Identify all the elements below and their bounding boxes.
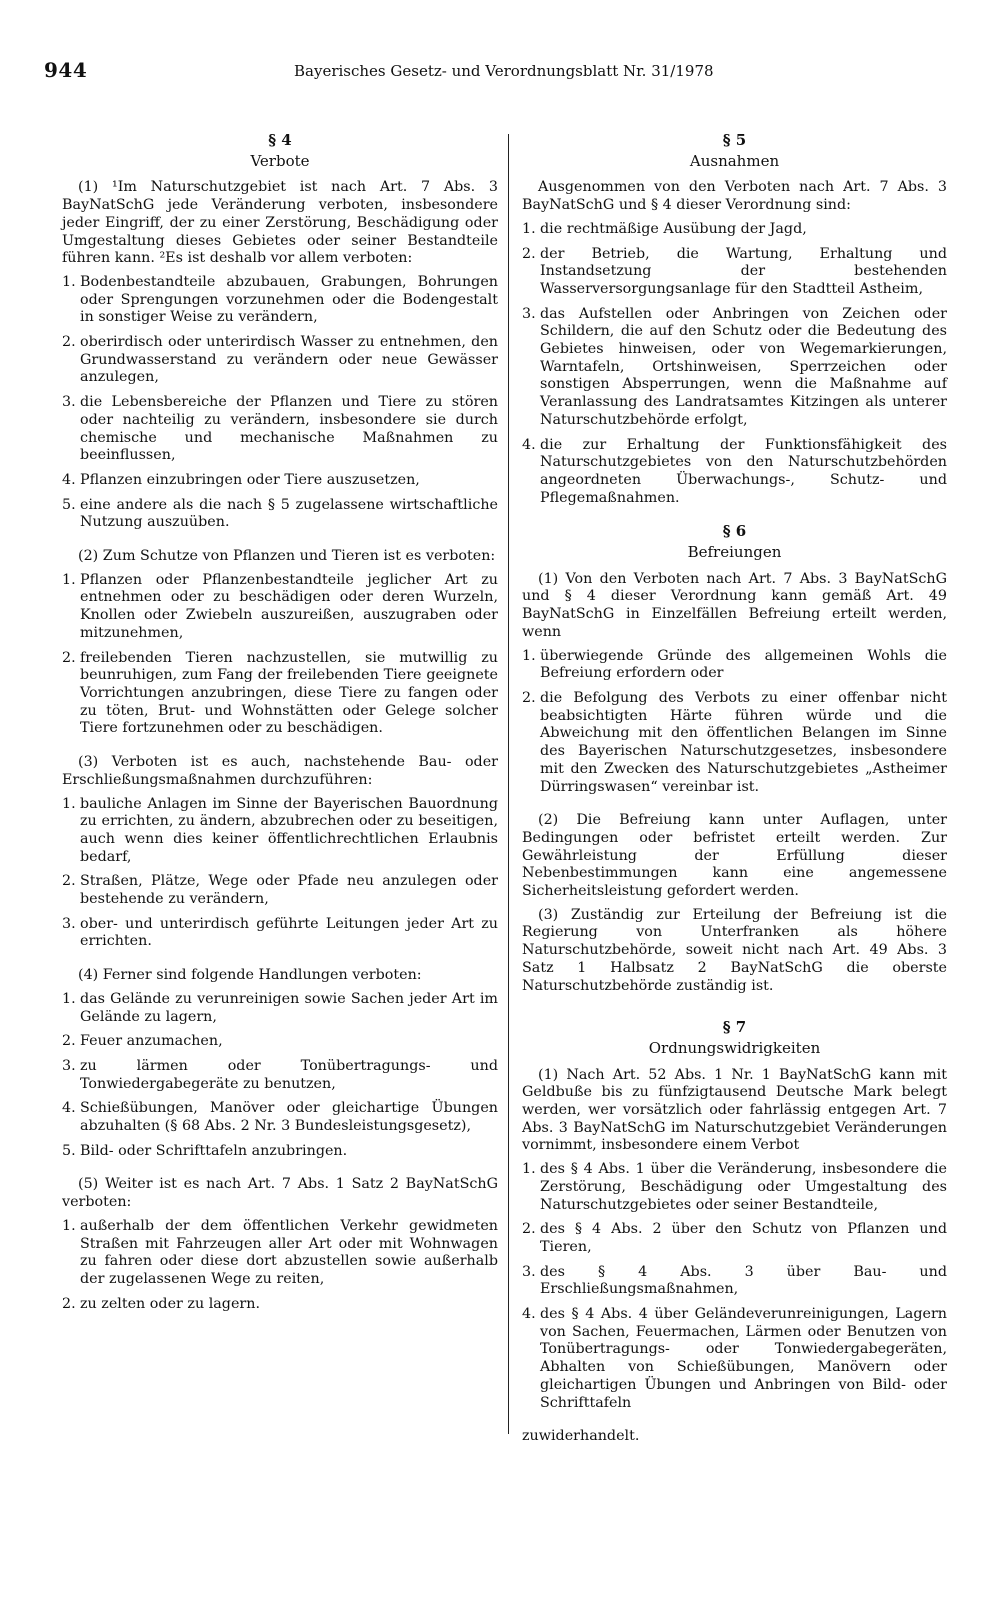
list-item [62,472,498,490]
list-item-text: bauliche Anlagen im Sinne der Bayerischen Bauordnung zu errichten, zu ändern, abzubrechen oder zu beseitigen, auch wenn dies keiner öffentlichrechtlichen Erlaubnis bedarf, [80,795,498,865]
section-7-title: Ordnungswidrigkeiten [648,1038,821,1057]
list-item [522,221,947,239]
list-item-number: 4. [62,471,76,488]
section-7-closing: zuwiderhandelt. [522,1428,640,1445]
list-item-number: 5. [62,496,76,513]
list-item [62,650,498,739]
list-item-text: des § 4 Abs. 1 über die Veränderung, insbesondere die Zerstörung, Beschädigung oder Umgestaltung des Naturschutzgebietes oder seiner Bestandteile, [540,1161,947,1213]
list-item-number: 1. [522,1161,536,1178]
list-item-number: 1. [62,990,76,1007]
list-item-number: 3. [62,394,76,411]
list-item-number: 4. [62,1100,76,1117]
list-item-text: die Befolgung des Verbots zu einer offenbar nicht beabsichtigten Härte führen würde und die Abweichung mit den öffentlichen Belangen im Sinne des Bayerischen Naturschutzgesetzes, insbesondere mit den Zwecken des Naturschutzgebietes „Astheimer Dürringswasen“ vereinbar ist. [540,689,947,795]
list-item [62,1218,498,1289]
list-item [62,1143,498,1161]
section-5-number: § 5 [722,131,747,149]
list-item-text: des § 4 Abs. 3 über Bau- und Erschließungsmaßnahmen, [540,1263,947,1298]
list-item-text: zu lärmen oder Tonübertragungs- und Tonwiedergabegeräte zu benutzen, [80,1057,498,1092]
list-item-text: Bild- oder Schrifttafeln anzubringen. [80,1142,348,1159]
list-item [62,1033,498,1051]
list-item-text: die zur Erhaltung der Funktionsfähigkeit des Naturschutzgebietes von den Naturschutzbehörden angeordneten Überwachungs-, Schutz- und Pflegemaßnahmen. [540,436,947,506]
list-item [522,1264,947,1299]
list-item-number: 1. [522,647,536,664]
list-item-number: 1. [522,220,536,237]
column-divider [508,134,509,1434]
page-number: 944 [44,58,88,82]
list-item [522,246,947,299]
list-item-text: das Gelände zu verunreinigen sowie Sachen jeder Art im Gelände zu lagern, [80,990,498,1025]
list-item-number: 5. [62,1142,76,1159]
list-item [62,1100,498,1135]
list-item-text: freilebenden Tieren nachzustellen, sie mutwillig zu beunruhigen, zum Fang der freilebenden Tiere geeignete Vorrichtungen anzubringen, diese Tiere zu fangen oder zu töten, Brut- und Wohnstätten oder Gelege solcher Tiere fortzunehmen oder zu beschädigen. [80,649,498,737]
list-item-number: 2. [62,1295,76,1312]
list-item-text: oberirdisch oder unterirdisch Wasser zu entnehmen, den Grundwasserstand zu verändern oder neue Gewässer anzulegen, [80,334,498,386]
list-item-text: Straßen, Plätze, Wege oder Pfade neu anzulegen oder bestehende zu verändern, [80,873,498,908]
list-item-text: eine andere als die nach § 5 zugelassene wirtschaftliche Nutzung auszuüben. [80,496,498,531]
list-item-number: 2. [62,649,76,666]
section-4-paragraph-4: (4) Ferner sind folgende Handlungen verboten: [78,967,422,984]
list-item-text: der Betrieb, die Wartung, Erhaltung und Instandsetzung der bestehenden Wasserversorgungsanlage für den Stadtteil Astheim, [540,245,947,297]
section-4-paragraph-5: (5) Weiter ist es nach Art. 7 Abs. 1 Satz 2 BayNatSchG verboten: [62,1176,498,1211]
list-item-text: die rechtmäßige Ausübung der Jagd, [540,220,807,237]
list-item [522,1161,947,1214]
section-7-list [522,1161,947,1412]
list-item-number: 1. [62,273,76,290]
section-4-number: § 4 [268,131,292,149]
list-item-text: überwiegende Gründe des allgemeinen Wohls die Befreiung erfordern oder [540,647,947,682]
list-item-number: 3. [522,305,536,322]
list-item [522,306,947,430]
section-5-list [522,221,947,508]
list-item-number: 1. [62,571,76,588]
list-item-number: 2. [62,873,76,890]
list-item [522,1306,947,1412]
section-6-paragraph-2: (2) Die Befreiung kann unter Auflagen, unter Bedingungen oder befristet erteilt werden. Zur Gewährleistung der Erfüllung dieser Nebenbestimmungen kann eine angemessene Sicherheitsleistung gefordert werden. [522,812,947,900]
section-4-list-4 [62,991,498,1161]
list-item-text: Feuer anzumachen, [80,1033,223,1050]
list-item [62,497,498,532]
section-6-paragraph-3: (3) Zuständig zur Erteilung der Befreiung ist die Regierung von Unterfranken als höhere Naturschutzbehörde, soweit nicht nach Art. 49 Abs. 3 Satz 1 Halbsatz 2 BayNatSchG die oberste Naturschutzbehörde zuständig ist. [522,906,947,994]
section-6-number: § 6 [722,522,747,541]
list-item [62,274,498,327]
section-6-title: Befreiungen [687,543,782,562]
section-4-title: Verbote [250,151,310,170]
list-item [62,916,498,951]
list-item [522,648,947,683]
section-5-intro: Ausgenommen von den Verboten nach Art. 7 Abs. 3 BayNatSchG und § 4 dieser Verordnung sind: [522,179,947,214]
list-item-text: zu zelten oder zu lagern. [80,1295,260,1312]
list-item [62,394,498,465]
list-item-text: Schießübungen, Manöver oder gleichartige Übungen abzuhalten (§ 68 Abs. 2 Nr. 3 Bundesleistungsgesetz), [80,1100,498,1135]
list-item [62,991,498,1026]
list-item-text: außerhalb der dem öffentlichen Verkehr gewidmeten Straßen mit Fahrzeugen aller Art oder mit Wohnwagen zu fahren oder diese dort abzustellen sowie außerhalb der zugelassenen Wege zu reiten, [80,1217,498,1287]
section-6-paragraph-1: (1) Von den Verboten nach Art. 7 Abs. 3 BayNatSchG und § 4 dieser Verordnung kann gemäß Art. 49 BayNatSchG in Einzelfällen Befreiung erteilt werden, wenn [522,570,947,640]
list-item-text: die Lebensbereiche der Pflanzen und Tiere zu stören oder nachteilig zu verändern, insbesondere sie durch chemische und mechanische Maßnahmen zu beeinflussen, [80,394,498,464]
section-4-list-2 [62,572,498,738]
list-item-number: 4. [522,436,536,453]
section-4-paragraph-3: (3) Verboten ist es auch, nachstehende Bau- oder Erschließungsmaßnahmen durchzuführen: [62,754,498,788]
section-4-list-5 [62,1218,498,1314]
list-item [62,334,498,387]
section-7-number: § 7 [722,1018,747,1037]
list-item-number: 1. [62,795,76,812]
spacer [522,1001,947,1015]
list-item [62,1058,498,1093]
list-item [62,796,498,867]
list-item [62,873,498,908]
list-item [62,572,498,643]
list-item-number: 2. [62,1033,76,1050]
gazette-title: Bayerisches Gesetz- und Verordnungsblatt Nr. 31/1978 [294,62,714,80]
list-item [522,690,947,796]
list-item-number: 3. [522,1263,536,1280]
list-item-number: 1. [62,1217,76,1234]
section-7-paragraph-1: (1) Nach Art. 52 Abs. 1 Nr. 1 BayNatSchG kann mit Geldbuße bis zu fünfzigtausend Deutsche Mark belegt werden, wer vorsätzlich oder fahrlässig entgegen Art. 7 Abs. 3 BayNatSchG im Naturschutzgebiet Veränderungen vornimmt, insbesondere einem Verbot [522,1066,947,1154]
list-item-number: 2. [522,245,536,262]
list-item-number: 4. [522,1306,536,1323]
list-item-number: 3. [62,915,76,932]
list-item-text: des § 4 Abs. 4 über Geländeverunreinigungen, Lagern von Sachen, Feuermachen, Lärmen oder Benutzen von Tonübertragungs- oder Tonwiedergabegeräten, Abhalten von Schießübungen, Manövern oder gleichartigen Übungen und Anbringen von Bild- oder Schrifttafeln [540,1306,947,1411]
left-column [62,128,498,1329]
section-6-list [522,648,947,797]
section-4-paragraph-1: (1) ¹Im Naturschutzgebiet ist nach Art. 7 Abs. 3 BayNatSchG jede Veränderung verboten, insbesondere jeder Eingriff, der zu einer Zerstörung, Beschädigung oder Umgestaltung dieses Gebietes oder seiner Bestandteile führen kann. ²Es ist deshalb vor allem verboten: [62,179,498,267]
list-item-text: Bodenbestandteile abzubauen, Grabungen, Bohrungen oder Sprengungen vorzunehmen oder die Bodengestalt in sonstiger Weise zu verändern, [80,273,498,326]
list-item-text: des § 4 Abs. 2 über den Schutz von Pflanzen und Tieren, [540,1221,947,1255]
list-item-number: 2. [522,689,536,706]
list-item-number: 2. [522,1221,536,1238]
section-4-paragraph-2: (2) Zum Schutze von Pflanzen und Tieren ist es verboten: [78,548,496,565]
section-5-title: Ausnahmen [689,151,780,170]
list-item [62,1296,498,1314]
section-4-list-3 [62,796,498,952]
list-item-number: 3. [62,1057,76,1074]
list-item-text: ober- und unterirdisch geführte Leitungen jeder Art zu errichten. [80,915,498,950]
list-item-number: 2. [62,334,76,351]
list-item-text: das Aufstellen oder Anbringen von Zeichen oder Schildern, die auf den Schutz oder die Bedeutung des Gebietes hinweisen, oder von Wegemarkierungen, Warntafeln, Ortshinweisen, Sperrzeichen oder sonstigen Absperrungen, wenn die Maßnahme auf Veranlassung des Landratsamtes Kitzingen als unterer Naturschutzbehörde erfolgt, [540,305,947,428]
list-item-text: Pflanzen einzubringen oder Tiere auszusetzen, [80,471,420,488]
right-column [522,128,947,1452]
list-item [522,437,947,508]
section-4-list-1 [62,274,498,532]
list-item-text: Pflanzen oder Pflanzenbestandteile jeglicher Art zu entnehmen oder zu beschädigen oder deren Wurzeln, Knollen oder Zwiebeln auszureißen, auszugraben oder mitzunehmen, [80,571,498,641]
list-item [522,1221,947,1256]
